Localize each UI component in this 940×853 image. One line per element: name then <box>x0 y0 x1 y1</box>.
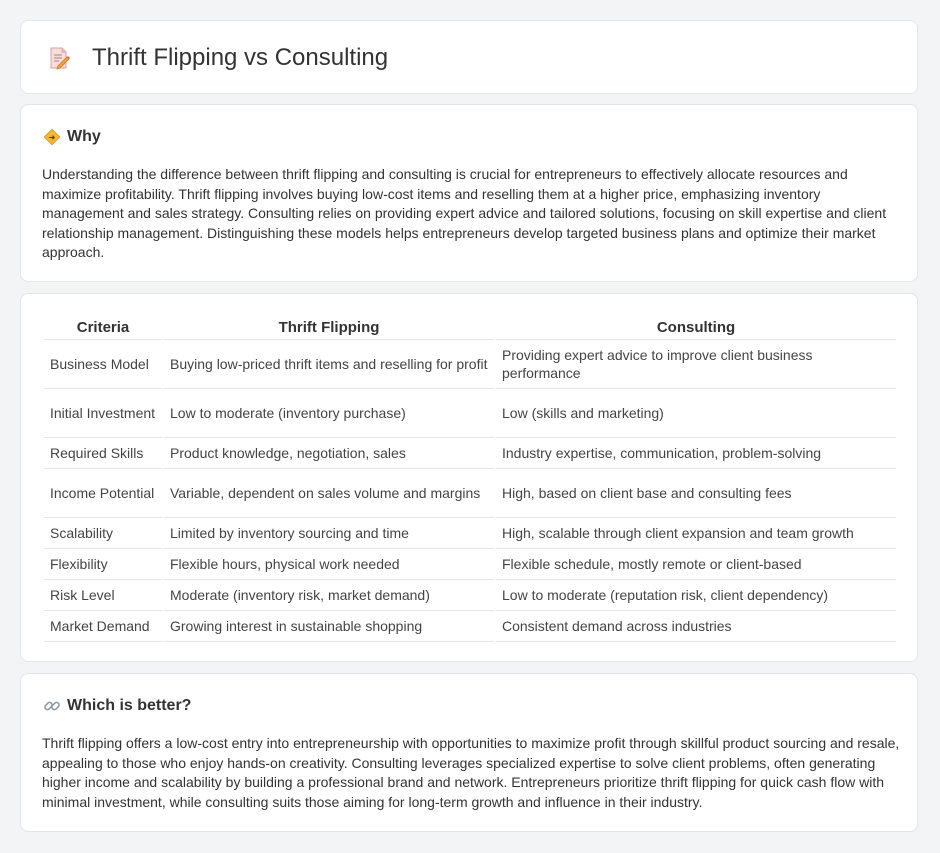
criteria-cell: Initial Investment <box>44 389 162 438</box>
consulting-cell: High, scalable through client expansion and team growth <box>496 518 896 549</box>
table-row <box>44 611 896 642</box>
consulting-cell: Industry expertise, communication, problem-solving <box>496 438 896 469</box>
table-row <box>44 340 896 389</box>
thrift-cell: Variable, dependent on sales volume and margins <box>164 469 494 518</box>
thrift-cell: Low to moderate (inventory purchase) <box>164 389 494 438</box>
table-row <box>44 549 896 580</box>
thrift-cell: Buying low-priced thrift items and reselling for profit <box>164 340 494 389</box>
better-text: Thrift flipping offers a low-cost entry into entrepreneurship with opportunities to maximize profit through skillful product sourcing and resale, appealing to those who enjoy hands-on creativity. Consulting leverages specialized expertise to solve client problems, often generating higher income and scalability by building a professional brand and network. Entrepreneurs prioritize thrift flipping for quick cash flow with minimal investment, while consulting suits those aiming for long-term growth and influence in their industry. <box>42 735 900 810</box>
consulting-cell: High, based on client base and consulting fees <box>496 469 896 518</box>
criteria-cell: Market Demand <box>44 611 162 642</box>
why-title: Why <box>67 128 101 145</box>
why-section <box>20 104 918 282</box>
which-is-better-section <box>20 673 918 832</box>
criteria-cell: Flexibility <box>44 549 162 580</box>
table-row <box>44 438 896 469</box>
memo-pencil-icon <box>47 46 71 70</box>
header-consulting: Consulting <box>496 315 896 340</box>
consulting-cell: Flexible schedule, mostly remote or client-based <box>496 549 896 580</box>
table-row <box>44 469 896 518</box>
comparison-table <box>42 315 898 642</box>
thrift-cell: Growing interest in sustainable shopping <box>164 611 494 642</box>
table-row <box>44 580 896 611</box>
consulting-cell: Low (skills and marketing) <box>496 389 896 438</box>
criteria-cell: Risk Level <box>44 580 162 611</box>
page-title: Thrift Flipping vs Consulting <box>92 44 389 71</box>
diamond-signpost-icon <box>43 128 61 146</box>
thrift-cell: Limited by inventory sourcing and time <box>164 518 494 549</box>
link-icon <box>43 697 61 715</box>
table-header-row <box>44 315 896 340</box>
comparison-section <box>20 293 918 662</box>
consulting-cell: Low to moderate (reputation risk, client dependency) <box>496 580 896 611</box>
thrift-cell: Flexible hours, physical work needed <box>164 549 494 580</box>
consulting-cell: Consistent demand across industries <box>496 611 896 642</box>
thrift-cell: Product knowledge, negotiation, sales <box>164 438 494 469</box>
criteria-cell: Income Potential <box>44 469 162 518</box>
criteria-cell: Scalability <box>44 518 162 549</box>
header-criteria: Criteria <box>44 315 162 340</box>
header-thrift-flipping: Thrift Flipping <box>164 315 494 340</box>
header-card <box>20 20 918 94</box>
table-row <box>44 518 896 549</box>
criteria-cell: Business Model <box>44 340 162 389</box>
table-row <box>44 389 896 438</box>
why-text: Understanding the difference between thrift flipping and consulting is crucial for entrepreneurs to effectively allocate resources and maximize profitability. Thrift flipping involves buying low-cost items and reselling them at a higher price, emphasizing inventory management and sales strategy. Consulting relies on providing expert advice and tailored solutions, focusing on skill expertise and client relationship management. Distinguishing these models helps entrepreneurs develop targeted business plans and optimize their market approach. <box>42 166 887 260</box>
better-title: Which is better? <box>67 697 192 714</box>
consulting-cell: Providing expert advice to improve client business performance <box>496 340 896 389</box>
thrift-cell: Moderate (inventory risk, market demand) <box>164 580 494 611</box>
criteria-cell: Required Skills <box>44 438 162 469</box>
